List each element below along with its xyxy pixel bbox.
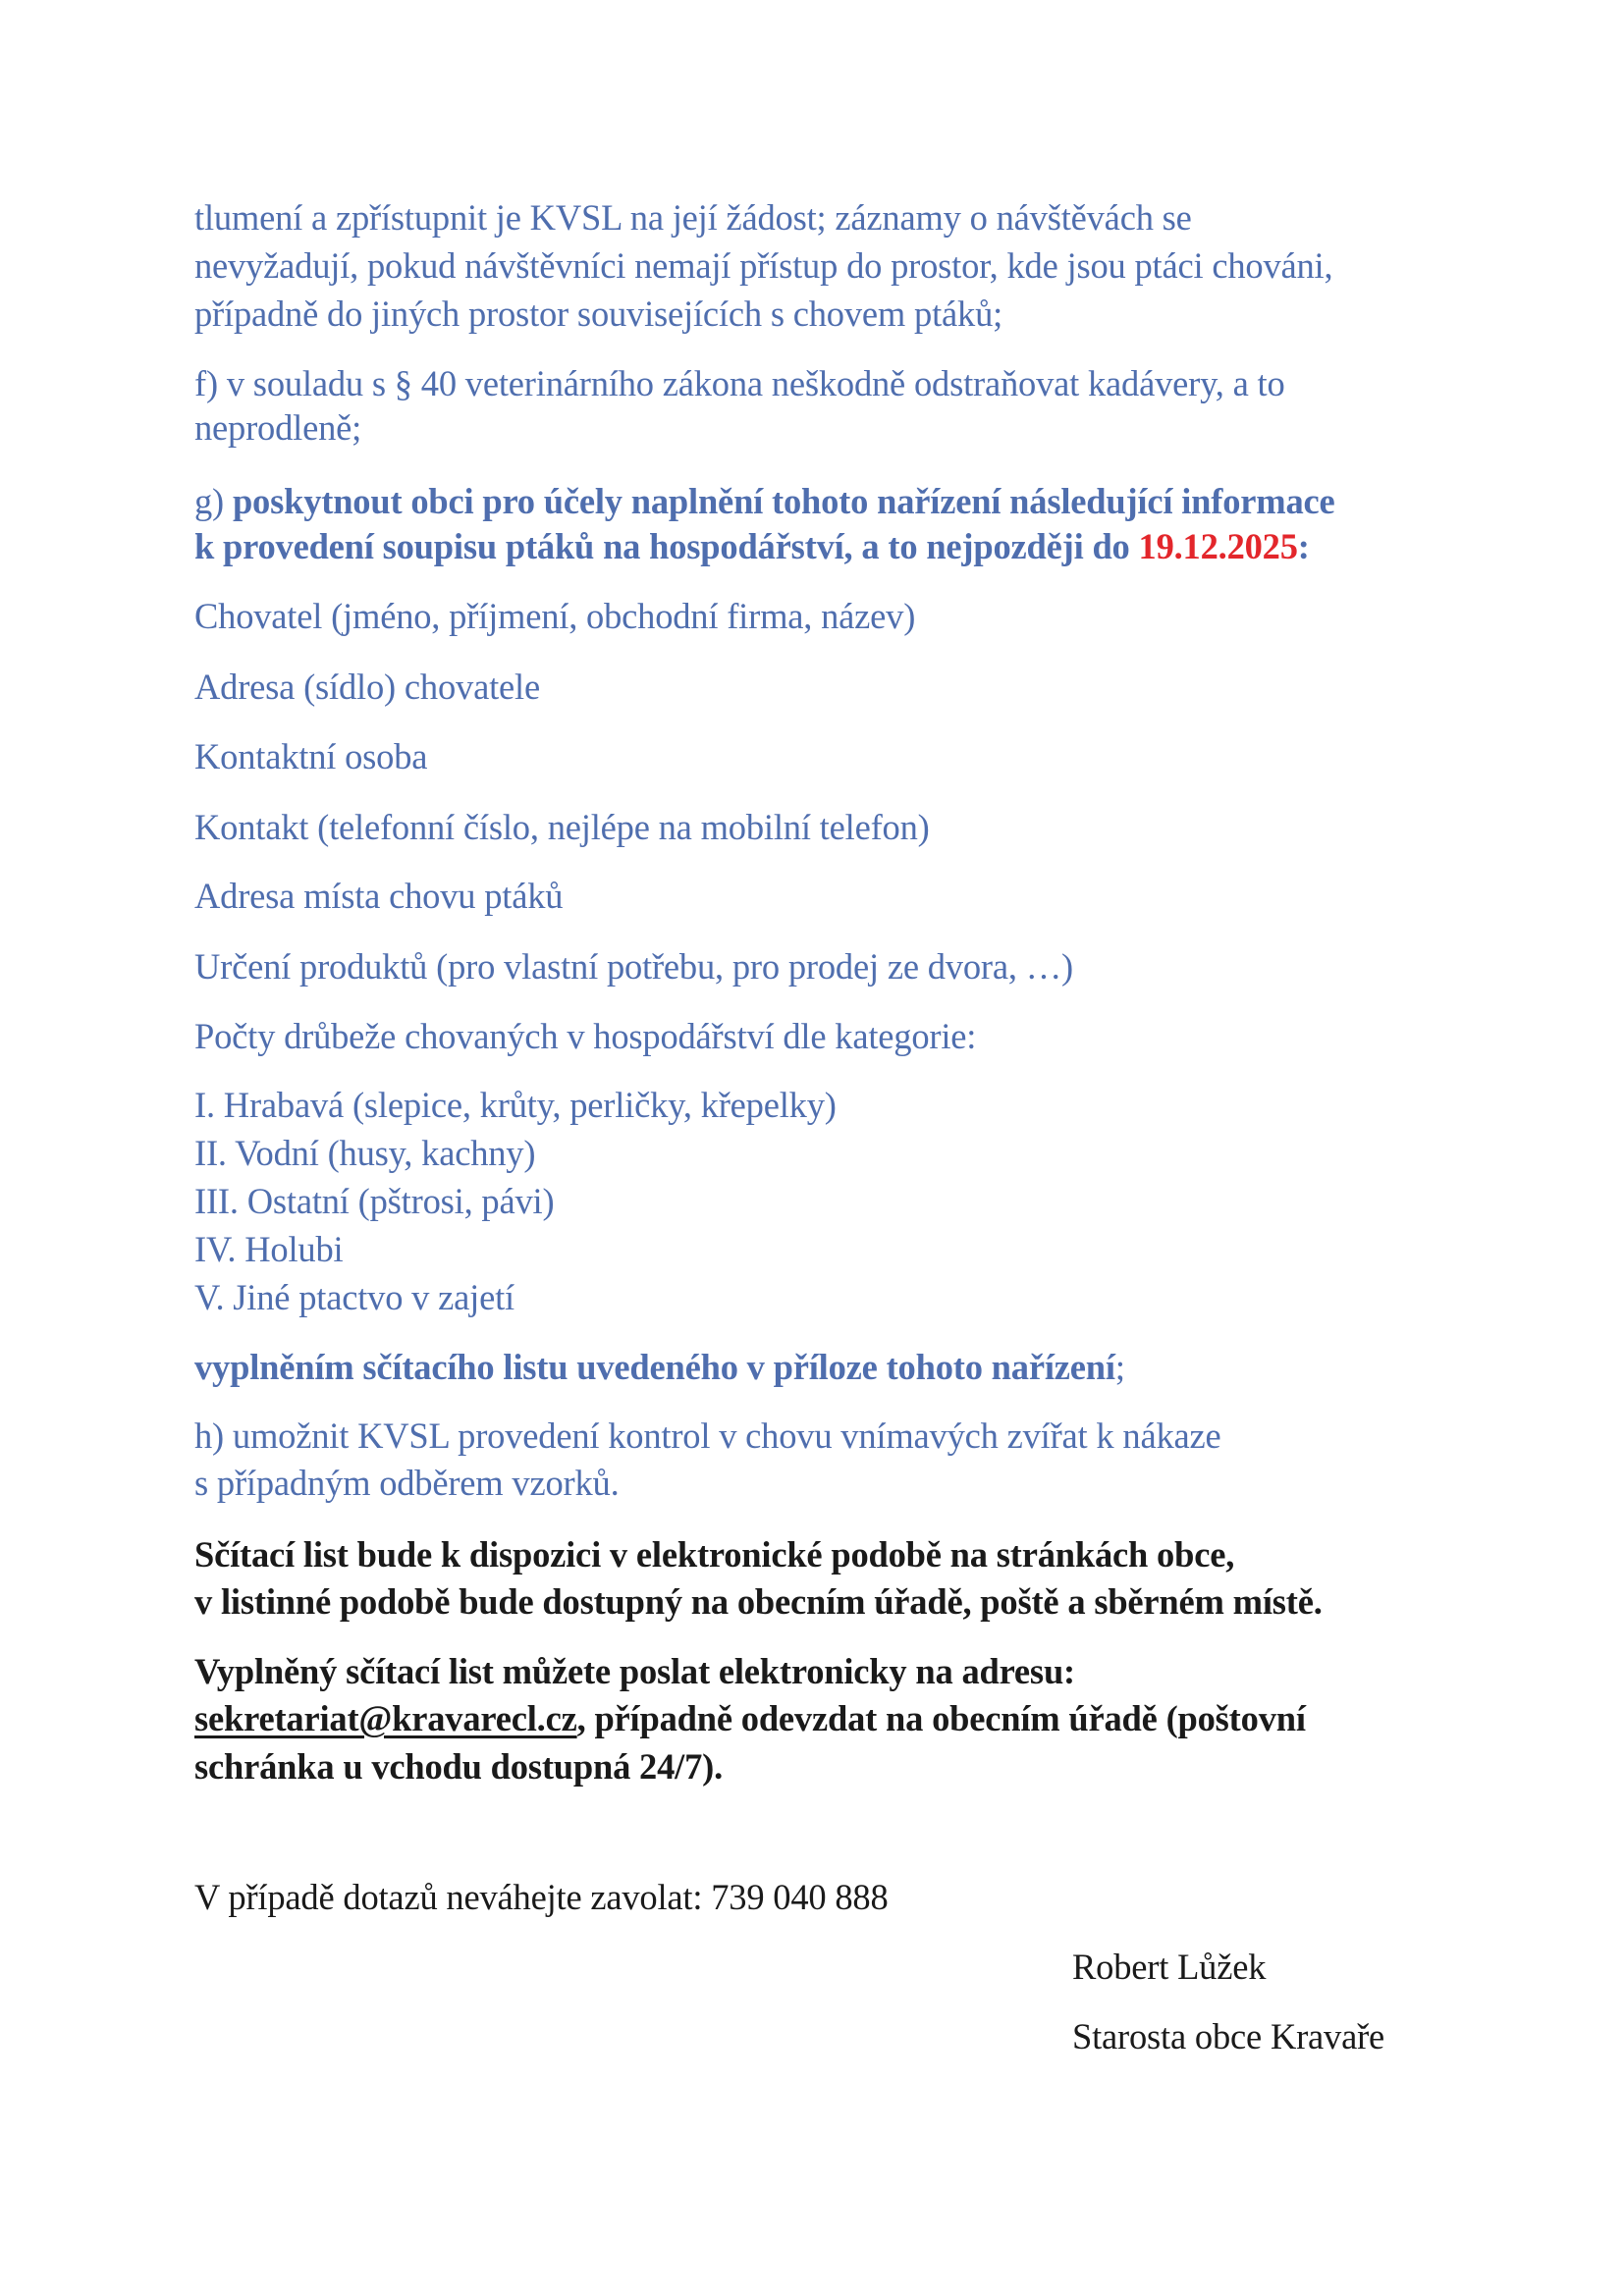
para-g-prefix: g) [194, 481, 233, 521]
para-e-line-2: nevyžadují, pokud návštěvníci nemají přístup do prostor, kde jsou ptáci chováni, [194, 245, 1333, 286]
para-f-line-2: neprodleně; [194, 407, 362, 448]
para-h-line-2: s případným odběrem vzorků. [194, 1463, 620, 1503]
info-item-products: Určení produktů (pro vlastní potřebu, pro prodej ze dvora, …) [194, 946, 1073, 987]
signature-title: Starosta obce Kravaře [1072, 2016, 1385, 2056]
submit-line-3: schránka u vchodu dostupná 24/7). [194, 1746, 724, 1787]
para-g-suffix: : [1297, 526, 1310, 566]
info-item-breeder: Chovatel (jméno, příjmení, obchodní firma, název) [194, 596, 916, 636]
category-item: III. Ostatní (pštrosi, pávi) [194, 1181, 555, 1221]
deadline-date: 19.12.2025 [1138, 526, 1298, 566]
info-item-contact-person: Kontaktní osoba [194, 736, 428, 776]
para-g-bold-1: poskytnout obci pro účely naplnění tohoto nařízení následující informace [232, 481, 1335, 521]
contact-line: V případě dotazů neváhejte zavolat: 739 040 888 [194, 1877, 889, 1917]
category-item: I. Hrabavá (slepice, krůty, perličky, křepelky) [194, 1085, 837, 1125]
category-item: V. Jiné ptactvo v zajetí [194, 1277, 514, 1317]
availability-line-2: v listinné podobě bude dostupný na obecním úřadě, poště a sběrném místě. [194, 1581, 1323, 1622]
para-e-line-3: případně do jiných prostor souvisejících s chovem ptáků; [194, 294, 1003, 334]
info-item-location: Adresa místa chovu ptáků [194, 876, 564, 916]
para-e-line-1: tlumení a zpřístupnit je KVSL na její žádost; záznamy o návštěvách se [194, 197, 1192, 238]
info-item-address: Adresa (sídlo) chovatele [194, 667, 540, 707]
info-item-counts: Počty drůbeže chovaných v hospodářství dle kategorie: [194, 1016, 977, 1056]
submit-line-2-rest: , případně odevzdat na obecním úřadě (poštovní [576, 1698, 1306, 1738]
email-link[interactable]: sekretariat@kravarecl.cz [194, 1698, 577, 1738]
para-g-line-2 [194, 525, 1310, 568]
para-f-line-1: f) v souladu s § 40 veterinárního zákona neškodně odstraňovat kadávery, a to [194, 363, 1285, 403]
submit-line-2 [194, 1697, 1306, 1740]
fill-in-suffix: ; [1114, 1347, 1125, 1387]
availability-line-1: Sčítací list bude k dispozici v elektronické podobě na stránkách obce, [194, 1534, 1235, 1575]
para-h-line-1: h) umožnit KVSL provedení kontrol v chovu vnímavých zvířat k nákaze [194, 1415, 1221, 1456]
fill-in-line [194, 1346, 1125, 1389]
signature-name: Robert Lůžek [1072, 1947, 1267, 1987]
para-g-bold-2: k provedení soupisu ptáků na hospodářství, a to nejpozději do [194, 526, 1139, 566]
submit-line-1: Vyplněný sčítací list můžete poslat elektronicky na adresu: [194, 1651, 1075, 1691]
category-item: II. Vodní (husy, kachny) [194, 1133, 536, 1173]
para-g-line-1 [194, 480, 1335, 523]
info-item-contact: Kontakt (telefonní číslo, nejlépe na mobilní telefon) [194, 807, 930, 847]
fill-in-bold: vyplněním sčítacího listu uvedeného v příloze tohoto nařízení [194, 1347, 1115, 1387]
category-item: IV. Holubi [194, 1229, 344, 1269]
